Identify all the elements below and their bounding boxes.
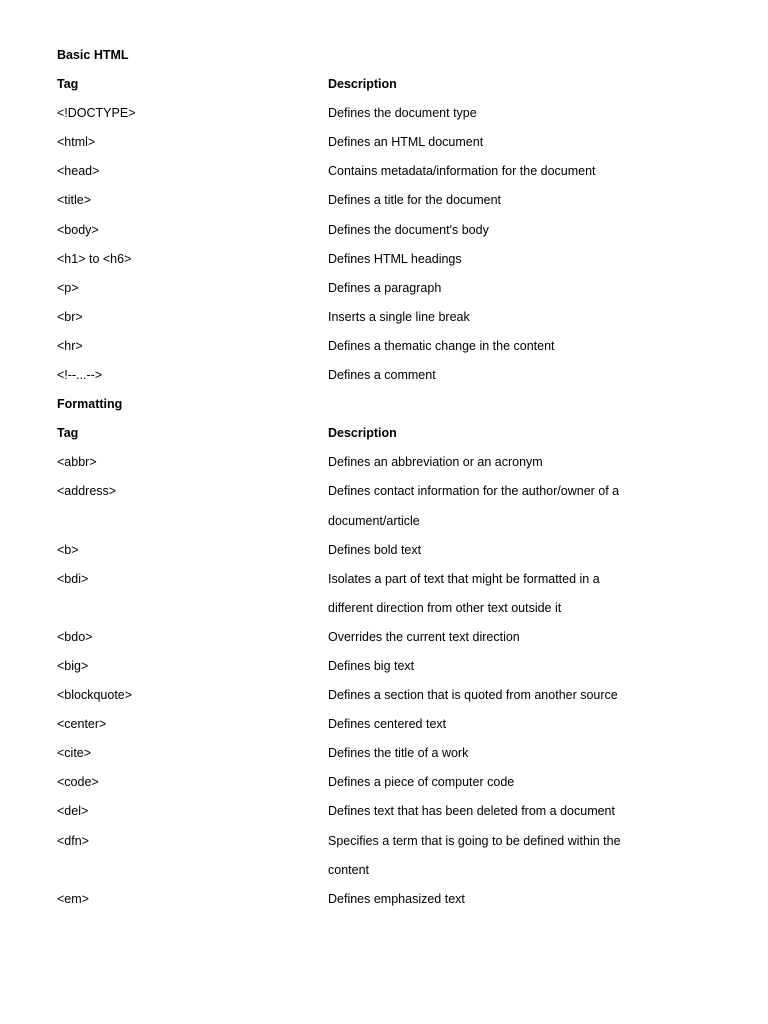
description-cell: Defines the document type xyxy=(328,106,477,121)
tag-cell: <em> xyxy=(57,891,89,906)
table-row xyxy=(57,186,717,215)
description-cell: Defines bold text xyxy=(328,542,422,557)
tag-cell: <abbr> xyxy=(57,455,97,470)
description-cell-continued: different direction from other text outside it xyxy=(328,600,562,615)
description-cell: Defines a comment xyxy=(328,368,436,383)
table-row xyxy=(57,827,717,885)
header-tag: Tag xyxy=(57,426,79,441)
table-row xyxy=(57,332,717,361)
table-row xyxy=(57,652,717,681)
tag-cell-empty xyxy=(57,594,328,623)
description-cell: Defines contact information for the author/owner of a xyxy=(328,484,620,499)
description-cell: Defines HTML headings xyxy=(328,251,462,266)
tag-cell: <dfn> xyxy=(57,833,89,848)
tag-cell: <!DOCTYPE> xyxy=(57,106,136,121)
table-row xyxy=(57,623,717,652)
description-cell: Defines a paragraph xyxy=(328,280,442,295)
description-cell-continued: document/article xyxy=(328,513,420,528)
description-cell: Defines a title for the document xyxy=(328,193,502,208)
table-row xyxy=(57,681,717,710)
tag-cell: <p> xyxy=(57,280,79,295)
description-cell: Inserts a single line break xyxy=(328,309,470,324)
description-cell-continued: content xyxy=(328,862,370,877)
tag-cell: <html> xyxy=(57,135,96,150)
table-body xyxy=(57,448,717,914)
tag-cell: <address> xyxy=(57,484,117,499)
tag-cell: <bdi> xyxy=(57,571,89,586)
table-header xyxy=(57,419,717,448)
description-cell: Overrides the current text direction xyxy=(328,629,520,644)
description-cell: Defines a thematic change in the content xyxy=(328,338,555,353)
description-cell: Defines an HTML document xyxy=(328,135,484,150)
tag-cell: <bdo> xyxy=(57,629,93,644)
tag-cell: <title> xyxy=(57,193,92,208)
table-row xyxy=(57,477,717,535)
header-description: Description xyxy=(328,77,397,92)
table-row xyxy=(57,536,717,565)
table-row xyxy=(57,216,717,245)
description-cell: Defines a piece of computer code xyxy=(328,775,515,790)
section-title-text: Formatting xyxy=(57,397,123,412)
description-cell: Defines centered text xyxy=(328,717,447,732)
header-description: Description xyxy=(328,426,397,441)
table-row xyxy=(57,128,717,157)
table-row xyxy=(57,710,717,739)
tag-cell: <!--...--> xyxy=(57,368,103,383)
table-row xyxy=(57,885,717,914)
table-row xyxy=(57,797,717,826)
section-basic-html xyxy=(57,41,717,390)
tag-cell-empty xyxy=(57,507,328,536)
tag-cell: <br> xyxy=(57,309,83,324)
header-tag: Tag xyxy=(57,77,79,92)
table-row xyxy=(57,157,717,186)
table-row xyxy=(57,361,717,390)
table-row xyxy=(57,303,717,332)
section-title-text: Basic HTML xyxy=(57,48,129,62)
description-cell: Specifies a term that is going to be defined within the xyxy=(328,833,621,848)
table-row xyxy=(57,274,717,303)
tag-cell: <hr> xyxy=(57,338,83,353)
tag-cell: <code> xyxy=(57,775,99,790)
description-cell: Isolates a part of text that might be formatted in a xyxy=(328,571,600,586)
section-formatting xyxy=(57,390,717,914)
section-title xyxy=(57,41,717,70)
document-page xyxy=(57,41,717,914)
tag-cell: <big> xyxy=(57,658,89,673)
description-cell: Defines the document's body xyxy=(328,222,489,237)
description-cell: Defines emphasized text xyxy=(328,891,465,906)
table-body xyxy=(57,99,717,390)
description-cell: Defines an abbreviation or an acronym xyxy=(328,455,543,470)
tag-cell: <blockquote> xyxy=(57,688,133,703)
tag-cell-empty xyxy=(57,856,328,885)
tag-cell: <center> xyxy=(57,717,107,732)
tag-cell: <body> xyxy=(57,222,99,237)
table-row xyxy=(57,739,717,768)
tag-cell: <head> xyxy=(57,164,100,179)
tag-cell: <cite> xyxy=(57,746,92,761)
tag-cell: <del> xyxy=(57,804,89,819)
tag-cell: <b> xyxy=(57,542,79,557)
description-cell: Defines big text xyxy=(328,658,415,673)
table-row xyxy=(57,99,717,128)
section-title xyxy=(57,390,717,419)
table-header xyxy=(57,70,717,99)
table-row xyxy=(57,448,717,477)
description-cell: Defines a section that is quoted from another source xyxy=(328,688,618,703)
description-cell: Contains metadata/information for the document xyxy=(328,164,596,179)
table-row xyxy=(57,245,717,274)
tag-cell: <h1> to <h6> xyxy=(57,251,132,266)
description-cell: Defines text that has been deleted from a document xyxy=(328,804,615,819)
table-row xyxy=(57,768,717,797)
description-cell: Defines the title of a work xyxy=(328,746,469,761)
table-row xyxy=(57,565,717,623)
